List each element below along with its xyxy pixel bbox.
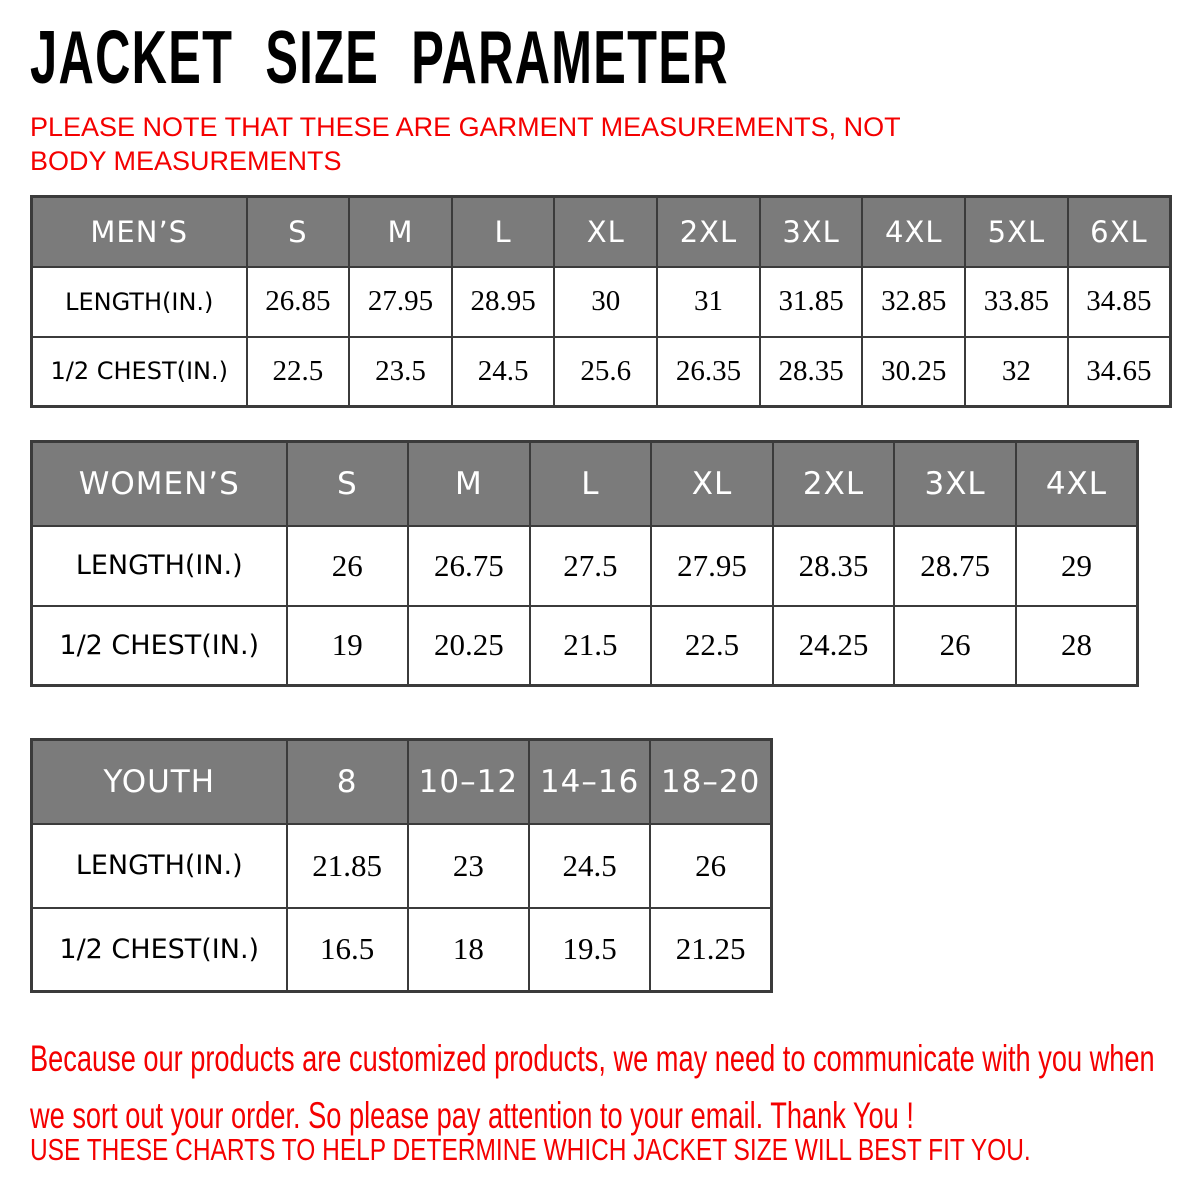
size-column-header: 2XL [773,442,895,526]
size-column-header: 5XL [965,197,1068,267]
size-value-cell: 26 [650,824,771,908]
womens-table-label: WOMEN’S [32,442,287,526]
size-column-header: M [349,197,452,267]
size-value-cell: 30 [554,267,657,337]
size-value-cell: 24.5 [452,337,555,407]
size-column-header: M [408,442,530,526]
size-value-cell: 28.35 [773,526,895,606]
size-value-cell: 34.65 [1068,337,1171,407]
size-value-cell: 31 [657,267,760,337]
customization-communication-note: Because our products are customized products, we may need to communicate with you when we sort out your order. So please pay attention to your email. Thank You ! [30,1038,1155,1136]
size-value-cell: 27.95 [349,267,452,337]
size-value-cell: 26.35 [657,337,760,407]
size-value-cell: 26.75 [408,526,530,606]
size-value-cell: 24.5 [529,824,650,908]
size-value-cell: 24.25 [773,606,895,686]
size-value-cell: 23 [408,824,529,908]
size-value-cell: 26.85 [247,267,350,337]
size-value-cell: 28 [1016,606,1138,686]
row-label: 1/2 CHEST(IN.) [32,908,287,992]
size-column-header: S [247,197,350,267]
size-value-cell: 19.5 [529,908,650,992]
size-value-cell: 22.5 [651,606,773,686]
mens-size-table [30,195,1172,408]
size-value-cell: 23.5 [349,337,452,407]
youth-table-label: YOUTH [32,740,287,824]
row-label: 1/2 CHEST(IN.) [32,606,287,686]
size-column-header: L [452,197,555,267]
size-value-cell: 32 [965,337,1068,407]
size-column-header: 14–16 [529,740,650,824]
youth-size-table [30,738,773,993]
size-column-header: 3XL [760,197,863,267]
womens-length-row [32,526,1138,606]
size-column-header: 18–20 [650,740,771,824]
size-value-cell: 26 [287,526,409,606]
youth-length-row [32,824,772,908]
size-column-header: S [287,442,409,526]
size-value-cell: 31.85 [760,267,863,337]
size-value-cell: 18 [408,908,529,992]
size-column-header: L [530,442,652,526]
youth-chest-row [32,908,772,992]
youth-header-row [32,740,772,824]
size-column-header: XL [554,197,657,267]
size-value-cell: 25.6 [554,337,657,407]
size-value-cell: 34.85 [1068,267,1171,337]
size-column-header: 6XL [1068,197,1171,267]
size-value-cell: 22.5 [247,337,350,407]
row-label: LENGTH(IN.) [32,824,287,908]
size-value-cell: 28.35 [760,337,863,407]
size-column-header: 2XL [657,197,760,267]
size-value-cell: 30.25 [862,337,965,407]
size-column-header: 4XL [862,197,965,267]
size-value-cell: 29 [1016,526,1138,606]
womens-header-row [32,442,1138,526]
womens-chest-row [32,606,1138,686]
size-value-cell: 27.95 [651,526,773,606]
size-value-cell: 21.85 [287,824,408,908]
mens-chest-row [32,337,1171,407]
size-column-header: 3XL [894,442,1016,526]
size-value-cell: 28.95 [452,267,555,337]
row-label: LENGTH(IN.) [32,526,287,606]
size-value-cell: 33.85 [965,267,1068,337]
size-value-cell: 27.5 [530,526,652,606]
page-title: JACKET SIZE PARAMETER [30,14,729,100]
row-label: LENGTH(IN.) [32,267,247,337]
size-column-header: 8 [287,740,408,824]
size-column-header: XL [651,442,773,526]
chart-usage-note: USE THESE CHARTS TO HELP DETERMINE WHICH JACKET SIZE WILL BEST FIT YOU. [30,1132,1031,1167]
mens-length-row [32,267,1171,337]
size-value-cell: 28.75 [894,526,1016,606]
mens-table-label: MEN’S [32,197,247,267]
size-value-cell: 26 [894,606,1016,686]
mens-header-row [32,197,1171,267]
size-value-cell: 19 [287,606,409,686]
size-column-header: 4XL [1016,442,1138,526]
garment-measurement-note: PLEASE NOTE THAT THESE ARE GARMENT MEASUREMENTS, NOT BODY MEASUREMENTS [30,112,901,176]
womens-size-table [30,440,1139,687]
size-value-cell: 16.5 [287,908,408,992]
size-value-cell: 20.25 [408,606,530,686]
size-value-cell: 21.5 [530,606,652,686]
size-value-cell: 21.25 [650,908,771,992]
row-label: 1/2 CHEST(IN.) [32,337,247,407]
size-column-header: 10–12 [408,740,529,824]
size-value-cell: 32.85 [862,267,965,337]
